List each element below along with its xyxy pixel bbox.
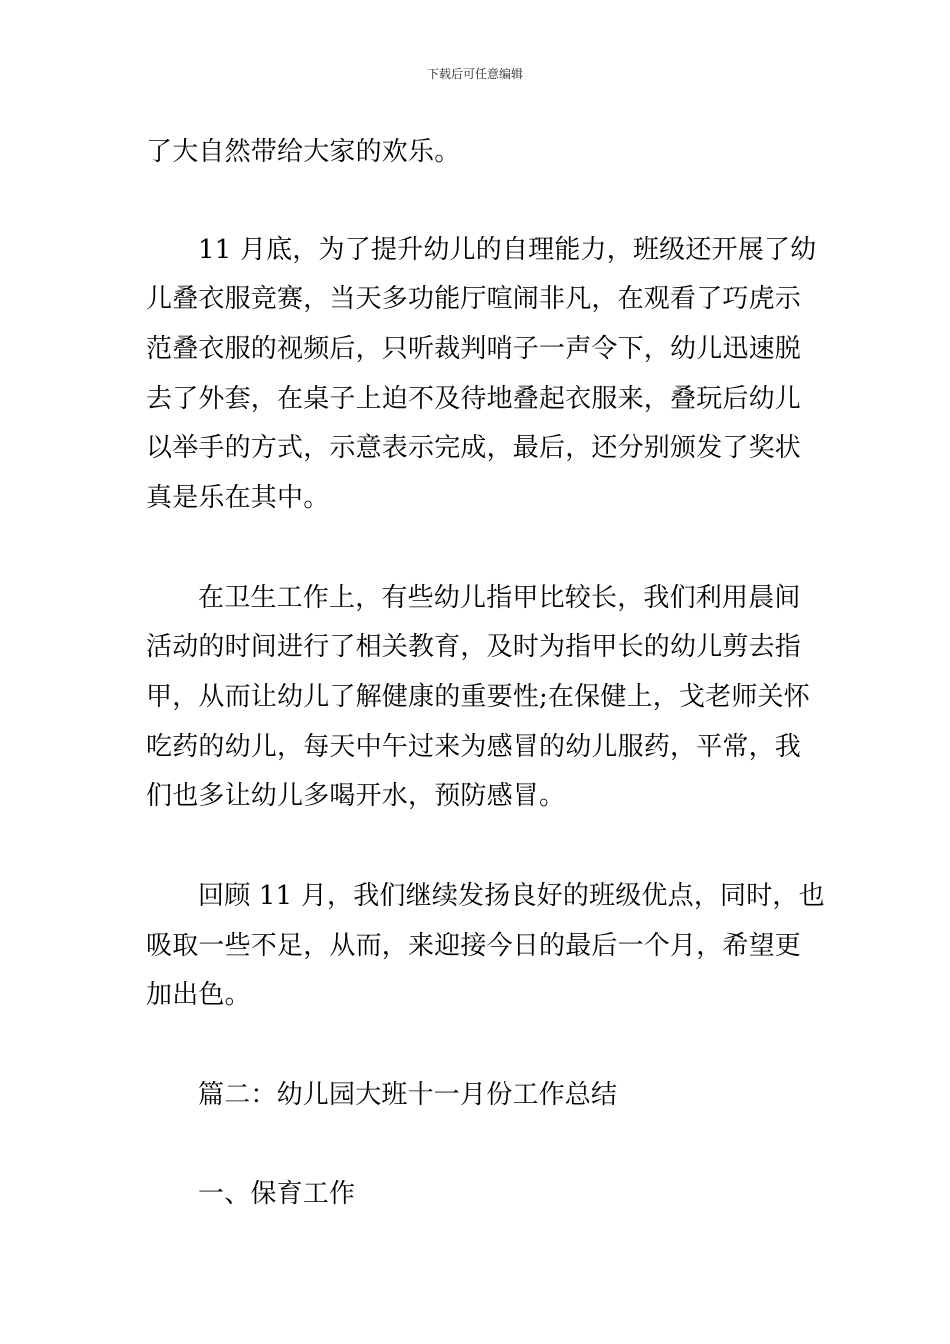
text-line: 吃药的幼儿，每天中午过来为感冒的幼儿服药，平常，我 <box>146 732 802 762</box>
text-line: 加出色。 <box>146 980 251 1010</box>
text-line: 以举手的方式，示意表示完成，最后，还分别颁发了奖状 <box>146 433 802 463</box>
subsection-heading: 一、保育工作 <box>198 1179 356 1209</box>
text-line: 了大自然带给大家的欢乐。 <box>146 137 461 167</box>
text-line: 11 月底，为了提升幼儿的自理能力，班级还开展了幼 <box>198 235 817 265</box>
text-line: 活动的时间进行了相关教育，及时为指甲长的幼儿剪去指 <box>146 632 802 662</box>
text-line: 儿叠衣服竞赛，当天多功能厅喧闹非凡，在观看了巧虎示 <box>146 284 802 314</box>
section-heading: 篇二：幼儿园大班十一月份工作总结 <box>198 1080 618 1110</box>
text-line: 在卫生工作上，有些幼儿指甲比较长，我们利用晨间 <box>198 583 801 613</box>
text-line: 去了外套，在桌子上迫不及待地叠起衣服来，叠玩后幼儿 <box>146 384 802 414</box>
text-line: 吸取一些不足，从而，来迎接今日的最后一个月，希望更 <box>146 931 802 961</box>
text-line: 真是乐在其中。 <box>146 483 330 513</box>
text-line: 范叠衣服的视频后，只听裁判哨子一声令下，幼儿迅速脱 <box>146 334 802 364</box>
text-line: 回顾 11 月，我们继续发扬良好的班级优点，同时，也 <box>198 881 825 911</box>
text-line: 们也多让幼儿多喝开水，预防感冒。 <box>146 781 566 811</box>
page-header-note: 下载后可任意编辑 <box>426 67 523 81</box>
text-line: 甲，从而让幼儿了解健康的重要性;在保健上，戈老师关怀 <box>146 682 810 712</box>
